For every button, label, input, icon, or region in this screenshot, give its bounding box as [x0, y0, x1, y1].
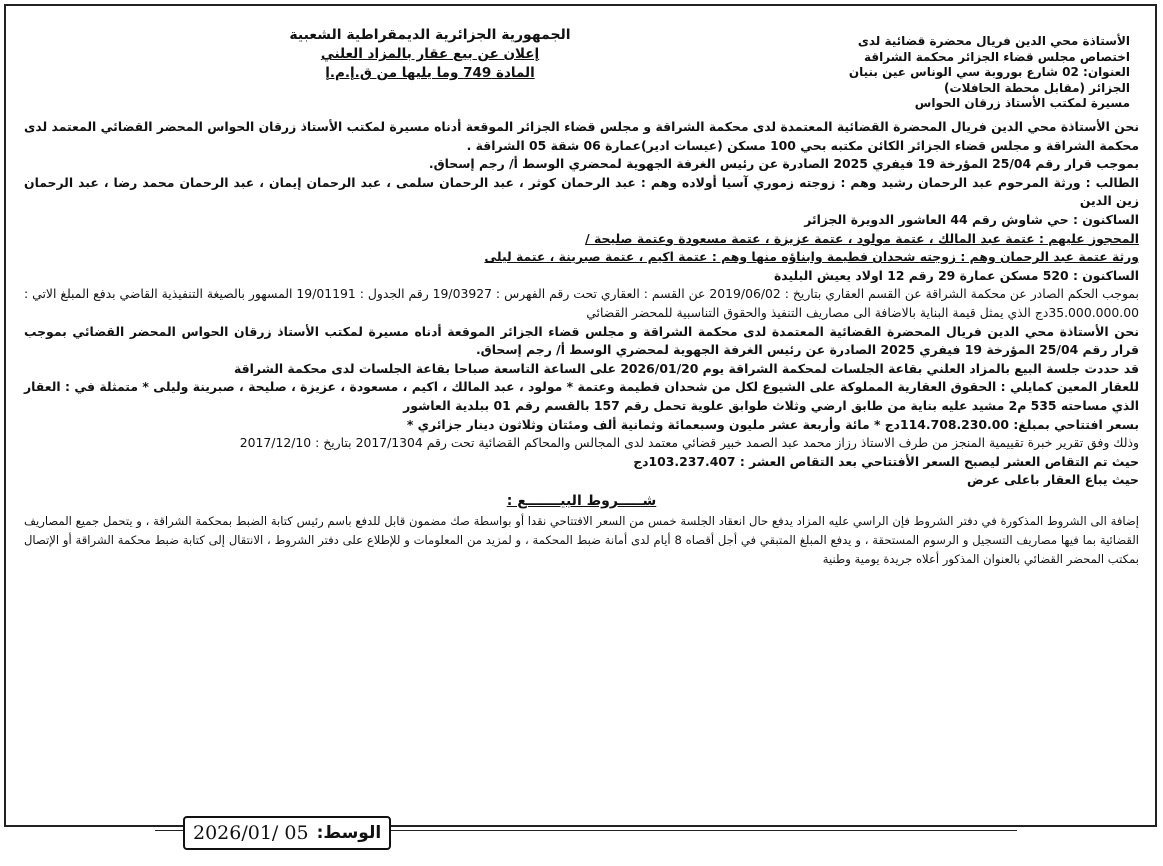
paragraph: الطالب : ورثة المرحوم عبد الرحمان رشيد وهم : زوجته زموري آسيا أولاده وهم : عبد الرحمان كوثر ، عبد الرحمان سلمى ، عبد الرحمان إيمان ، عبد الرحمان محمد رضا ، عبد الرحمان زين الدين: [24, 174, 1139, 209]
paragraph: نحن الأستاذة محي الدين فريال المحضرة القضائية المعتمدة لدى محكمة الشراقة و مجلس قضاء الجزائر الموقعة أدناه مسيرة لمكتب الأستاذ زرقان الحواس المحضر القضائي بموجب قرار رقم 25/04 المؤرخة 19 فيفري 2025 الصادرة عن رئيس الغرفة الجهوية لمحضري الوسط أ/ رجم إسحاق.: [24, 323, 1139, 358]
paragraph: نحن الأستاذة محي الدين فريال المحضرة القضائية المعتمدة لدى محكمة الشراقة و مجلس قضاء الجزائر الموقعة أدناه مسيرة لمكتب الأستاذ زرقان الحواس المحضر القضائي المعتمد لدى محكمة الشراقة و مجلس قضاء الجزائر الكائن مكتبه بحي 100 مسكن (عيسات ادير)عمارة 06 شقة 05 الشراقة .: [24, 119, 1139, 153]
paragraph: بموجب الحكم الصادر عن محكمة الشراقة عن القسم العقاري بتاريخ : 2019/06/02 عن القسم : العقاري تحت رقم الفهرس : 19/03927 رقم الجدول : 19/01191 المسهور بالصيغة التنفيذية القاضي بدفع المبلغ الاتي : 35.000.000.00دج الذي يمثل قيمة البناية بالاضافة الى مصاريف التنفيذ والحقوق التناسبية للمحضر القضائي: [24, 286, 1139, 320]
footer-bar: [155, 816, 1017, 844]
publication-stamp: [183, 816, 391, 850]
notice-title: إعلان عن بيع عقار بالمزاد العلني: [320, 46, 540, 62]
paragraph: الساكنون : حي شاوش رقم 44 العاشور الدويرة الجزائر: [804, 211, 1139, 227]
notice-body: [24, 118, 1139, 569]
paragraph: الساكنون : 520 مسكن عمارة 29 رقم 12 اولاد يعيش البليدة: [773, 267, 1139, 283]
office-line: اختصاص مجلس قضاء الجزائر محكمة الشراقة: [863, 49, 1130, 64]
article-ref: المادة 749 وما يليها من ق.إ.م.إ: [325, 65, 535, 81]
publication-date: 2026/01/ 05: [193, 822, 309, 844]
paragraph: حيث يباع العقار باعلى عرض: [967, 472, 1139, 488]
conditions-text: إضافة الى الشروط المذكورة في دفتر الشروط فإن الراسي عليه المزاد يدفع حال انعقاد الجلسة خمس من السعر الافتتاحي نقدا أو بواسطة صك مضمون قابل للدفع باسم رئيس كتابة الضبط بمحكمة الشراقة ، و يتحمل جميع المصاريف القضائية بما فيها مصاريف التسجيل و الرسوم المستحقة ، و يدفع المبلغ المتبقي في أجل أقصاه 8 أيام لدى أمانة ضبط المحكمة ، و لمزيد من المعلومات و للإطلاع على دفتر الشروط ، الانتقال إلى كتابة ضبط محكمة الشراقة أو الإتصال بمكتب المحضر القضائي بالعنوان المذكور أعلاه جريدة يومية وطنية: [24, 514, 1139, 567]
office-block: [735, 34, 1130, 112]
office-line: مسيرة لمكتب الأستاذ زرقان الحواس: [914, 96, 1130, 110]
paragraph: قد حددت جلسة البيع بالمزاد العلني بقاعة الجلسات لمحكمة الشراقة يوم 2026/01/20 على الساعة التاسعة صباحا بقاعة الجلسات لدى محكمة الشراقة: [234, 360, 1139, 376]
notice-header: [240, 26, 620, 83]
paragraph: حيث تم التقاص العشر ليصبح السعر الأفتتاحي بعد التقاص العشر : 103.237.407دج: [633, 453, 1139, 469]
office-line: العنوان: 02 شارع بوروبة سي الوناس عين بنيان: [848, 65, 1130, 79]
paragraph: المحجوز عليهم : عتمة عبد المالك ، عتمة مولود ، عتمة عزيزة ، عتمة مسعودة وعتمة صليحة /: [585, 230, 1139, 246]
office-line: الجزائر (مقابل محطة الحافلات): [944, 80, 1130, 95]
republic-title: الجمهورية الجزائرية الديمقراطية الشعبية: [289, 27, 571, 43]
conditions-title: شـــــروط البيـــــــع :: [506, 492, 657, 509]
newspaper-name: الوسط:: [316, 823, 382, 843]
paragraph: ورثة عتمة عبد الرحمان وهم : زوجته شحدان فطيمة وابناؤه منها وهم : عتمة اكيم ، عتمة صبرينة ، عتمة ليلى: [484, 249, 1139, 265]
office-line: الأستاذة محي الدين فريال محضرة قضائية لدى: [857, 34, 1130, 48]
paragraph: بموجب قرار رقم 25/04 المؤرخة 19 فيفري 2025 الصادرة عن رئيس الغرفة الجهوية لمحضري الوسط أ/ رجم إسحاق.: [428, 156, 1139, 172]
paragraph: وذلك وفق تقرير خبرة تقييمية المنجز من طرف الاستاذ رزاز محمد عبد الصمد خبير قضائي معتمد لدى المجالس والمحاكم القضائية تحت رقم 2017/1304 بتاريخ : 2017/12/10: [239, 435, 1139, 451]
paragraph: للعقار المعين كمايلي : الحقوق العقارية المملوكة على الشيوع لكل من شحدان فطيمة وعتمة * مولود ، عبد المالك ، اكيم ، مسعودة ، عزيزة ، صليحة ، صبرينة وليلى * متمثلة في : العقار الذي مساحته 535 م2 مشيد عليه بناية من طابق ارضي وثلاث طوابق علوية تحمل رقم 157 بالقسم رقم 01 ببلدية العاشور: [24, 379, 1139, 413]
paragraph: بسعر افتتاحي بمبلغ: 114.708.230.00دج * مائة وأربعة عشر مليون وسبعمائة وثمانية ألف ومئتان وثلاثون دينار جزائري *: [406, 416, 1139, 432]
